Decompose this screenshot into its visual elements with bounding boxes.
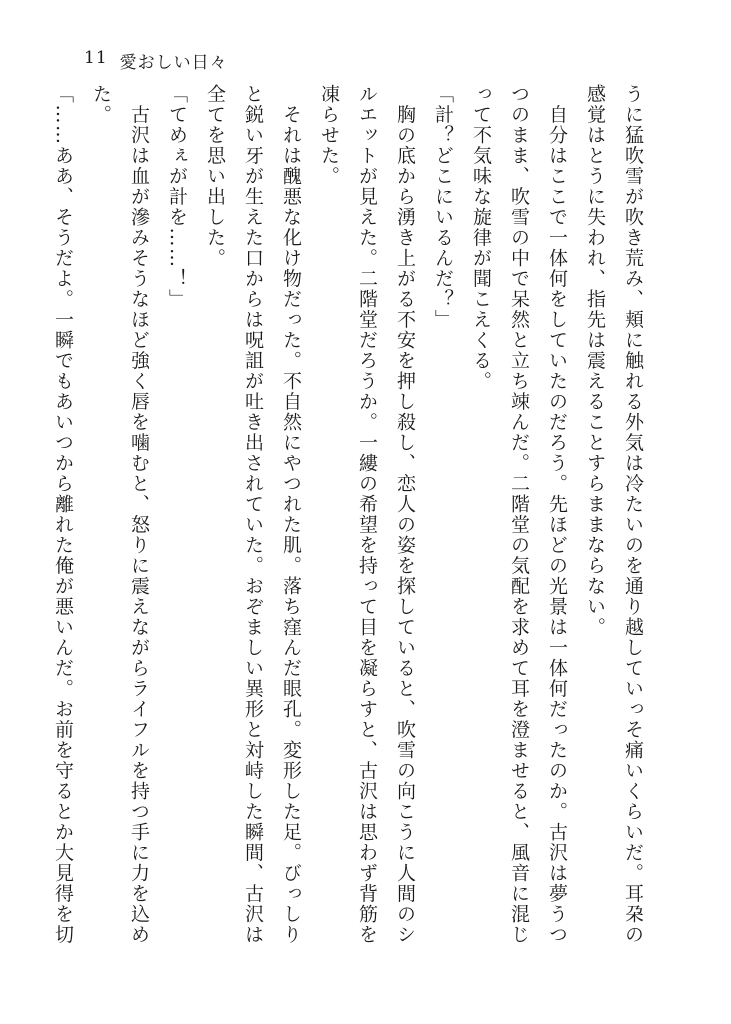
text-line: うに猛吹雪が吹き荒み、頬に触れる外気は冷たいのを通り越していっそ痛いくらいだ。耳朶の [622, 84, 644, 945]
text-line: 凍らせた。 [318, 84, 340, 187]
text-line: と鋭い牙が生えた口からは呪詛が吐き出されていた。おぞましい異形と対峙した瞬間、古沢は [242, 84, 264, 945]
vertical-body-text [52, 84, 652, 945]
text-line: それは醜悪な化け物だった。不自然にやつれた肌。落ち窪んだ眼孔。変形した足。びっしり [280, 84, 302, 945]
text-line: 「計？どこにいるんだ？」 [432, 84, 454, 330]
page-number: 11 [84, 48, 108, 68]
running-header [84, 48, 228, 73]
text-line: 全てを思い出した。 [204, 84, 226, 269]
text-line: 自分はここで一体何をしていたのだろう。先ほどの光景は一体何だったのか。古沢は夢うつ [546, 84, 568, 945]
text-line: ルエットが見えた。二階堂だろうか。一縷の希望を持って目を凝らすと、古沢は思わず背筋を [356, 84, 378, 945]
text-line: 「……ああ、そうだよ。一瞬でもあいつから離れた俺が悪いんだ。お前を守るとか大見得を切 [52, 84, 74, 945]
chapter-title: 愛おしい日々 [119, 53, 228, 73]
text-line: って不気味な旋律が聞こえくる。 [470, 84, 492, 392]
text-line: 「てめぇが計を……！」 [166, 84, 188, 310]
text-line: 古沢は血が滲みそうなほど強く唇を噛むと、怒りに震えながらライフルを持つ手に力を込め [128, 84, 150, 945]
text-line: 感覚はとうに失われ、指先は震えることすらままならない。 [584, 84, 606, 638]
text-line: た。 [90, 84, 112, 125]
text-line: つのまま、吹雪の中で呆然と立ち竦んだ。二階堂の気配を求めて耳を澄ませると、風音に混じ [508, 84, 530, 945]
text-line: 胸の底から湧き上がる不安を押し殺し、恋人の姿を探していると、吹雪の向こうに人間のシ [394, 84, 416, 945]
